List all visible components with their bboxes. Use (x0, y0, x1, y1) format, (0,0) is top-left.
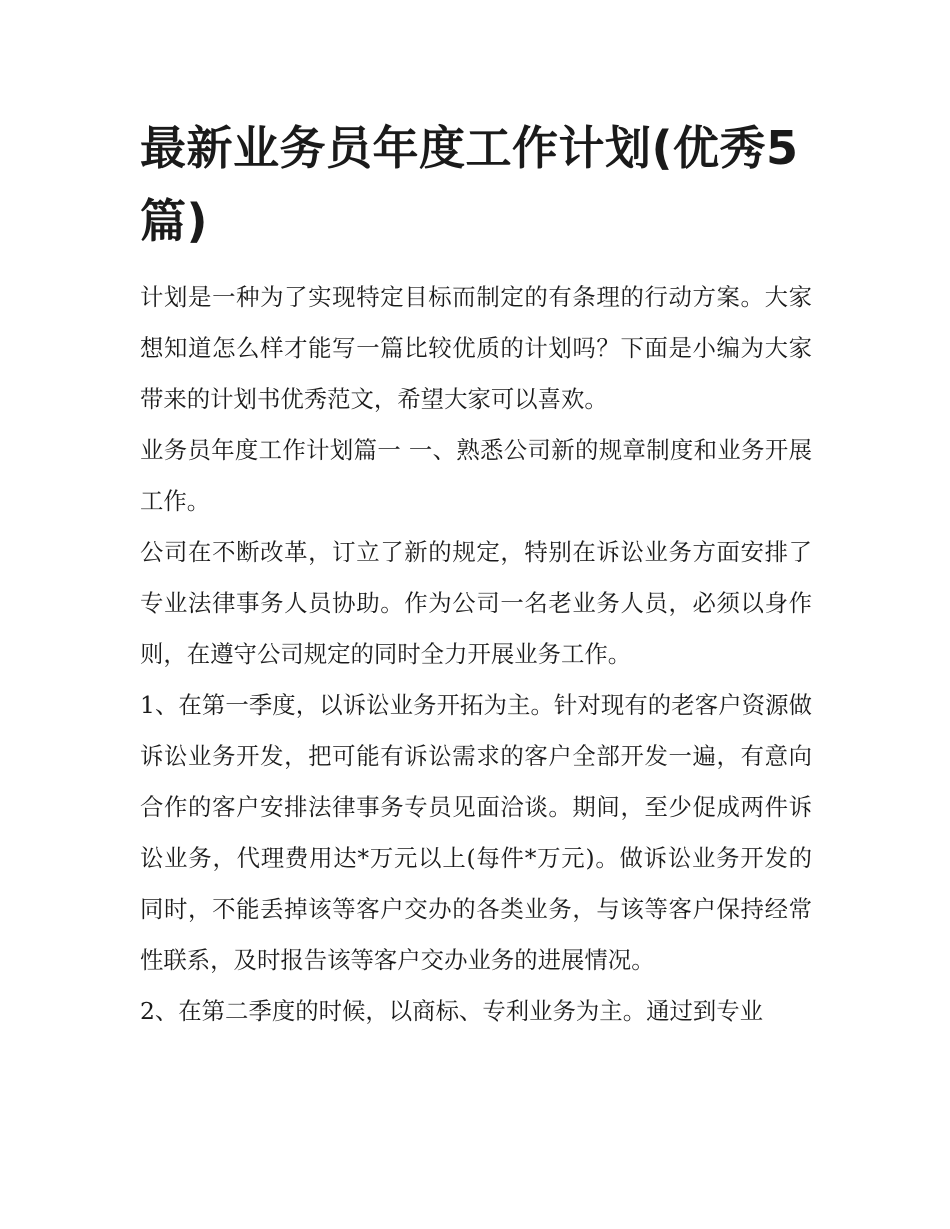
document-page (140, 112, 812, 1037)
paragraph-company-reform: 公司在不断改革，订立了新的规定，特别在诉讼业务方面安排了专业法律事务人员协助。作为公司一名老业务人员，必须以身作则，在遵守公司规定的同时全力开展业务工作。 (140, 538, 812, 668)
paragraph-second-quarter: 2、在第二季度的时候，以商标、专利业务为主。通过到专业 (140, 997, 764, 1025)
document-title: 最新业务员年度工作计划(优秀5篇) (140, 121, 799, 248)
paragraph-first-quarter: 1、在第一季度，以诉讼业务开拓为主。针对现有的老客户资源做诉讼业务开发，把可能有诉讼需求的客户全部开发一遍，有意向合作的客户安排法律事务专员见面洽谈。期间，至少促成两件诉讼业务，代理费用达*万元以上(每件*万元)。做诉讼业务开发的同时，不能丢掉该等客户交办的各类业务，与该等客户保持经常性联系，及时报告该等客户交办业务的进展情况。 (140, 691, 812, 974)
paragraph-section-heading: 业务员年度工作计划篇一 一、熟悉公司新的规章制度和业务开展工作。 (140, 436, 812, 515)
paragraph-intro: 计划是一种为了实现特定目标而制定的有条理的行动方案。大家想知道怎么样才能写一篇比较优质的计划吗？下面是小编为大家带来的计划书优秀范文，希望大家可以喜欢。 (140, 283, 812, 413)
